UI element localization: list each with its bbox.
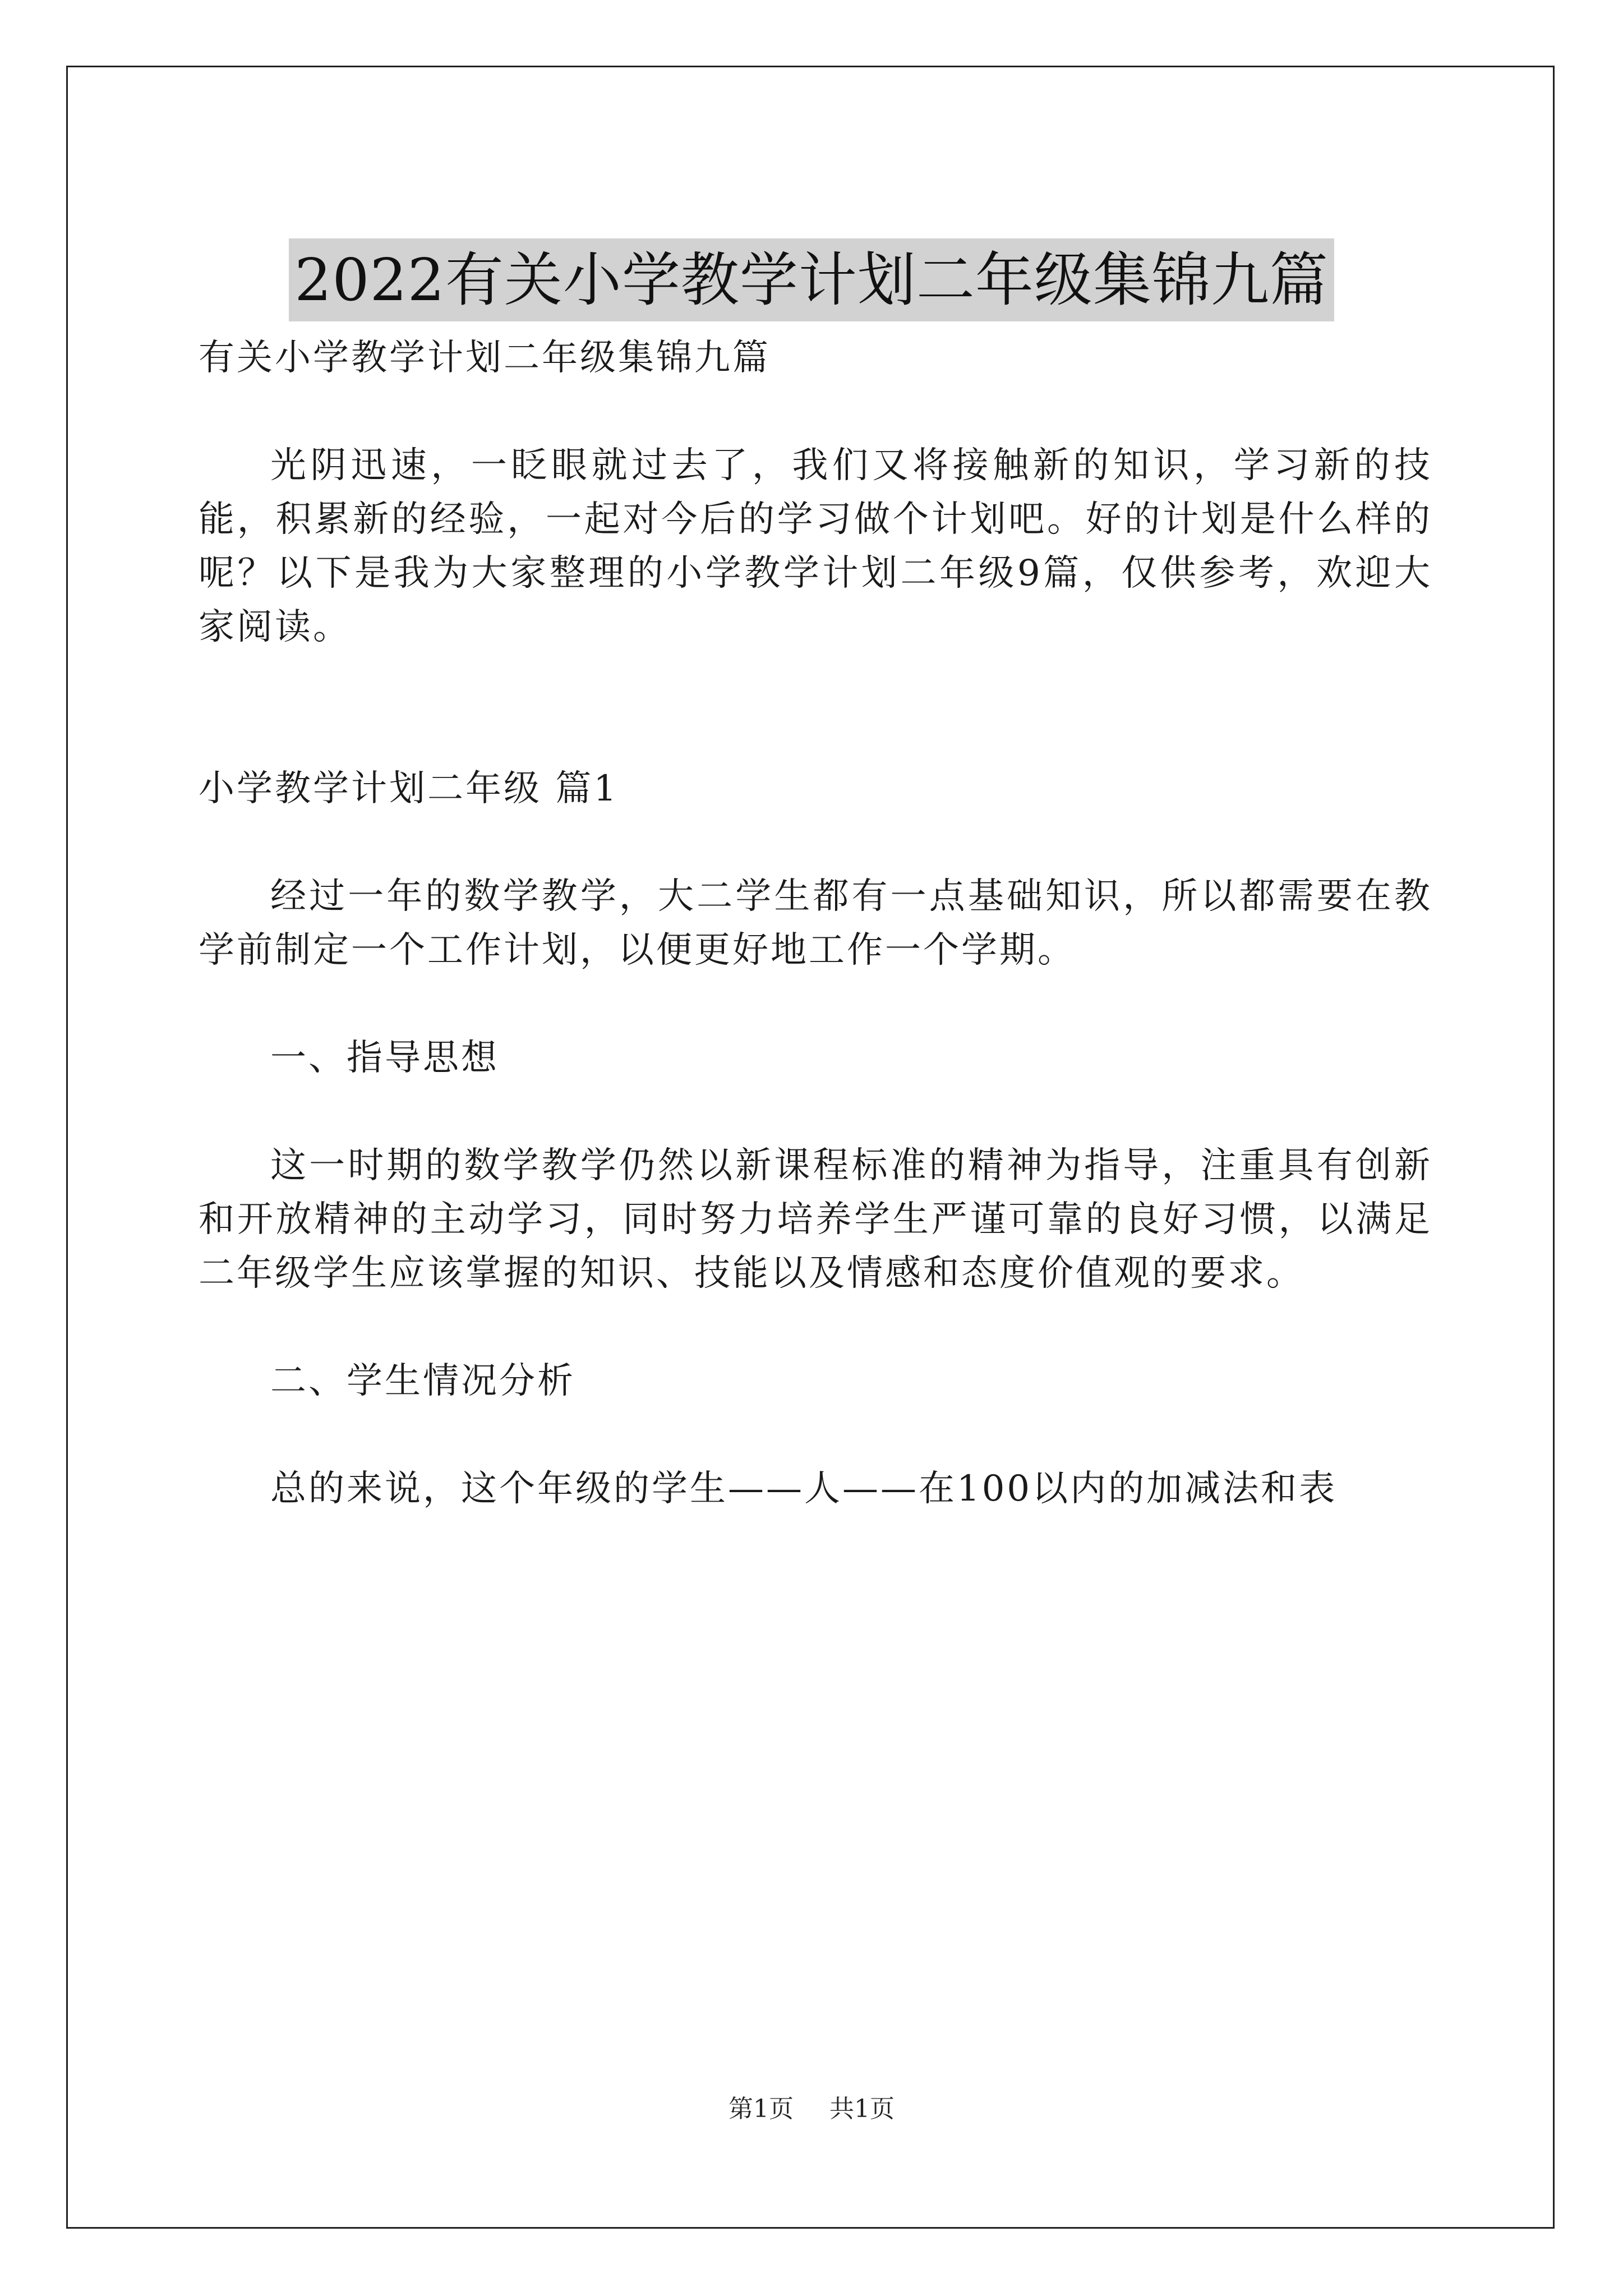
- heading-student-analysis: 二、学生情况分析: [270, 1360, 575, 1402]
- intro-paragraph: 光阴迅速，一眨眼就过去了，我们又将接触新的知识，学习新的技能，积累新的经验，一起对今后的学习做个计划吧。好的计划是什么样的呢？以下是我为大家整理的小学教学计划二年级9篇，仅供参考，欢迎大家阅读。: [199, 445, 1432, 648]
- document-body: [199, 331, 1432, 1570]
- section-heading: 小学教学计划二年级 篇1: [199, 768, 619, 809]
- page-number-current: 第1页: [728, 2095, 794, 2123]
- page-number-total: 共1页: [829, 2095, 895, 2123]
- paragraph-3: 总的来说，这个年级的学生——人——在100以内的加减法和表: [270, 1468, 1338, 1510]
- document-title: 2022有关小学教学计划二年级集锦九篇: [289, 238, 1334, 321]
- page-footer: [0, 2092, 1623, 2126]
- paragraph-2: 这一时期的数学教学仍然以新课程标准的精神为指导，注重具有创新和开放精神的主动学习，同时努力培养学生严谨可靠的良好习惯，以满足二年级学生应该掌握的知识、技能以及情感和态度价值观的要求。: [199, 1145, 1432, 1294]
- document-subtitle: 有关小学教学计划二年级集锦九篇: [199, 337, 771, 379]
- paragraph-1: 经过一年的数学教学，大二学生都有一点基础知识，所以都需要在教学前制定一个工作计划，以便更好地工作一个学期。: [199, 876, 1432, 971]
- heading-guiding-ideology: 一、指导思想: [270, 1037, 499, 1079]
- spacer: [199, 708, 1432, 762]
